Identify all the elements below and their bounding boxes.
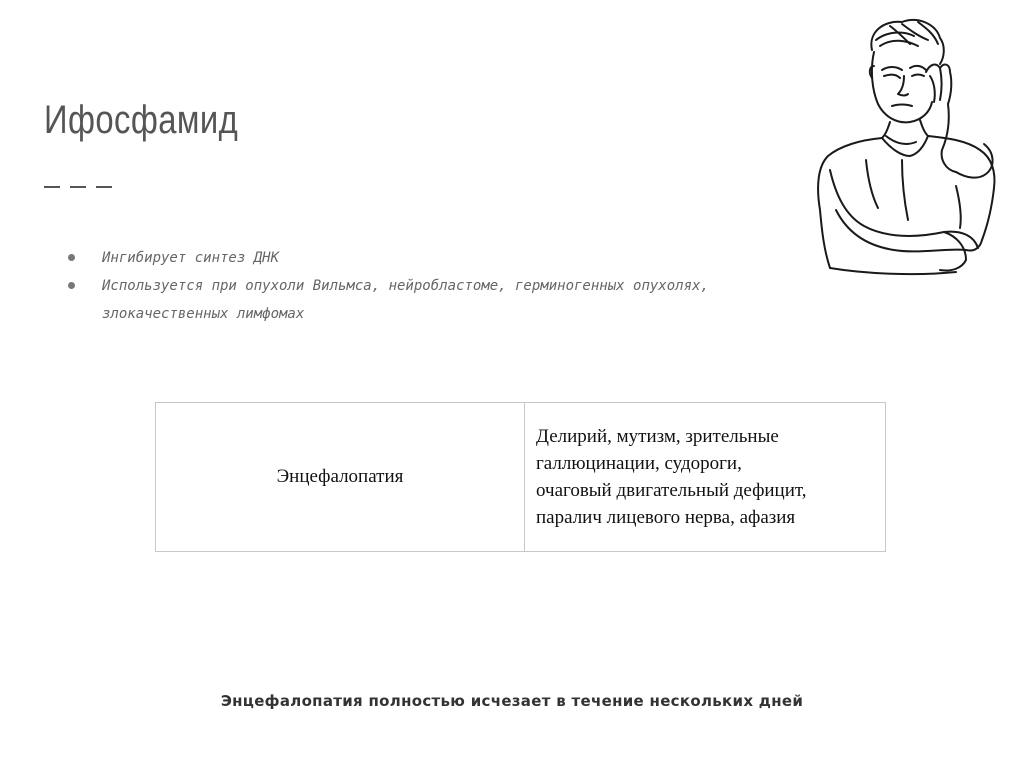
description-line: паралич лицевого нерва, афазия <box>536 507 796 528</box>
description-line: Делирий, мутизм, зрительные <box>536 426 779 447</box>
headache-man-sketch-icon <box>806 10 1006 276</box>
bullet-item <box>68 244 768 272</box>
bullet-text: Ингибирует синтез ДНК <box>102 250 280 266</box>
bullet-item <box>68 272 768 328</box>
side-effect-table <box>155 402 886 552</box>
bullet-text: Используется при опухоли Вильмса, нейробластоме, герминогенных опухолях, злокачественных лимфомах <box>102 278 709 322</box>
table-cell-term: Энцефалопатия <box>156 403 525 552</box>
footnote-text: Энцефалопатия полностью исчезает в течение нескольких дней <box>220 692 804 710</box>
bullet-list <box>68 244 768 328</box>
table-row <box>156 403 886 552</box>
title-underline <box>44 186 114 188</box>
slide-title: Ифосфамид <box>44 98 239 142</box>
bullet-dot-icon <box>68 282 75 289</box>
bullet-dot-icon <box>68 254 75 261</box>
description-line: галлюцинации, судороги, <box>536 453 742 474</box>
table-cell-description <box>525 403 886 552</box>
description-line: очаговый двигательный дефицит, <box>536 480 807 501</box>
